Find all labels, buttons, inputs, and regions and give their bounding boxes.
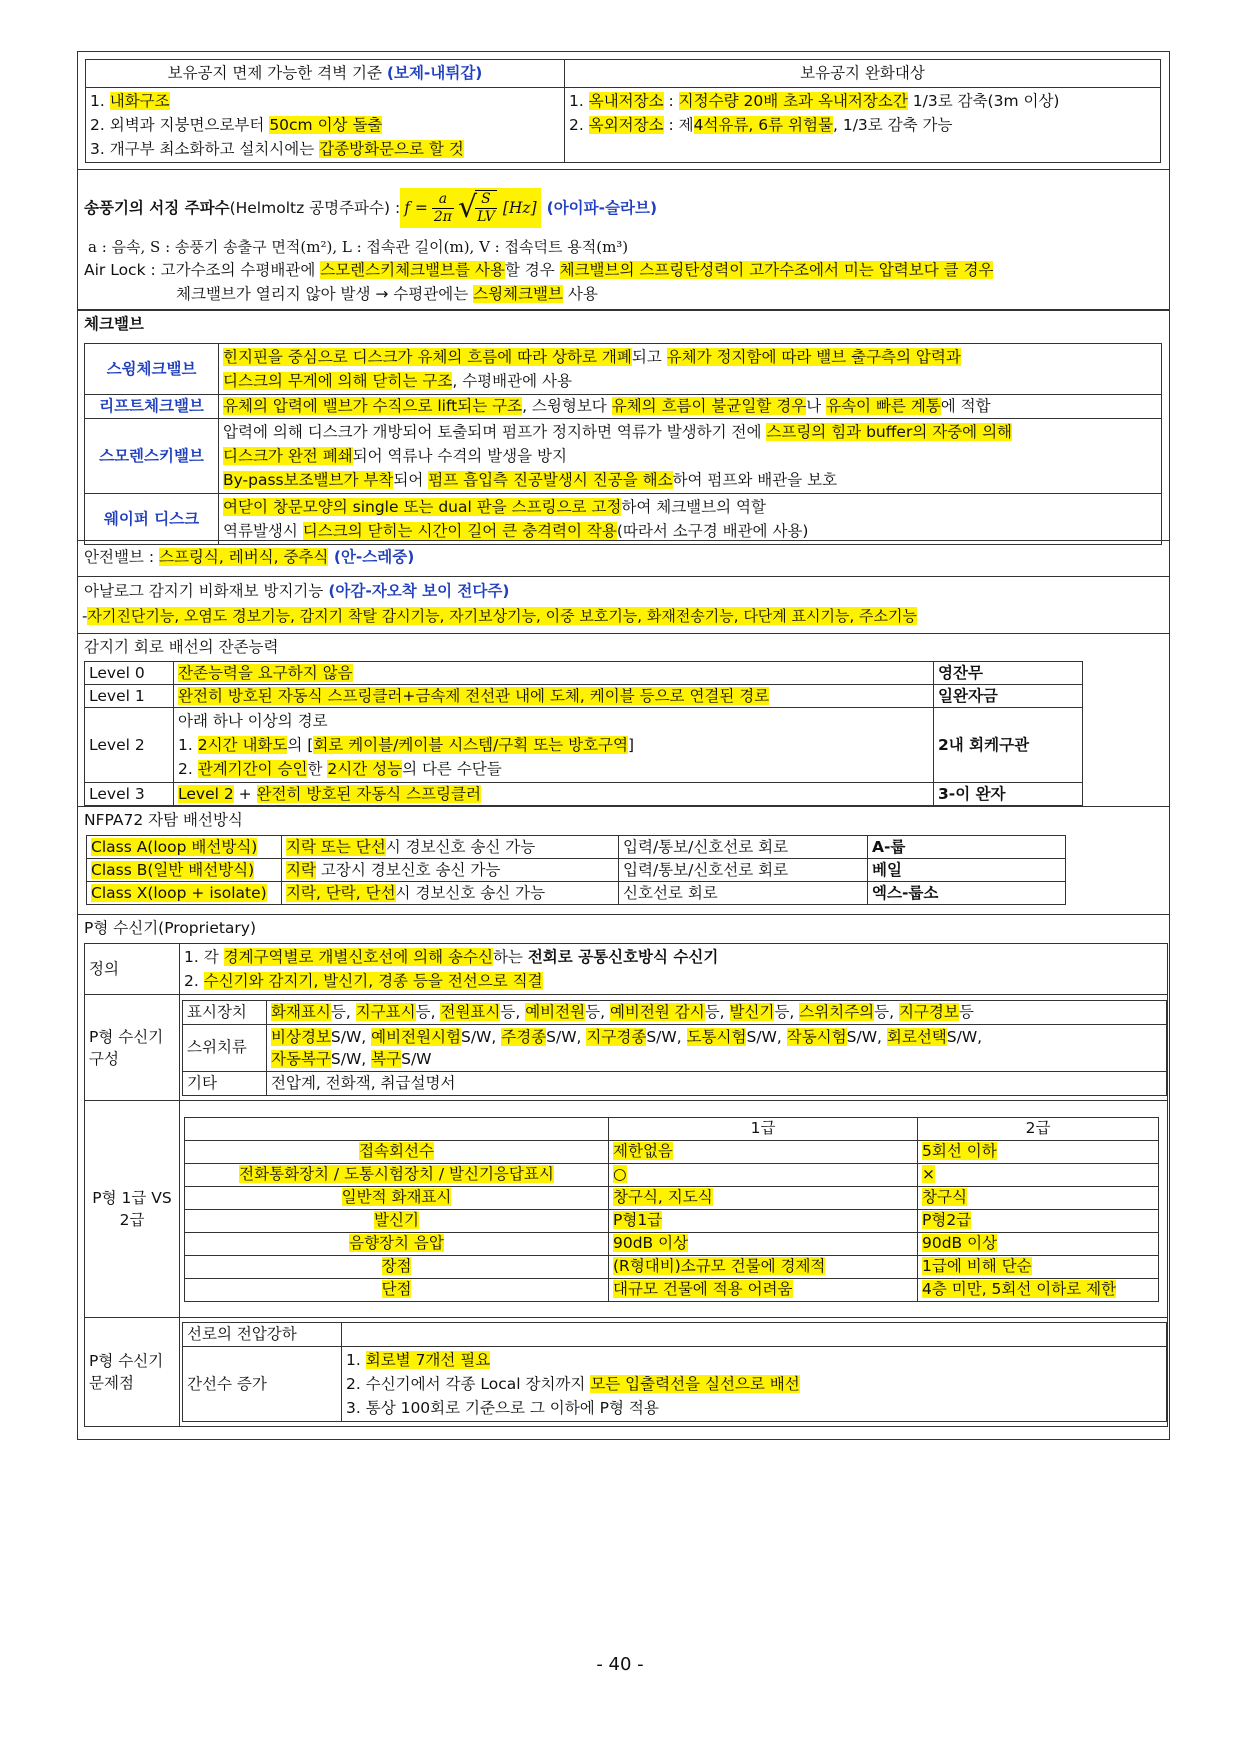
survive-title: 감지기 회로 배선의 잔존능력 (84, 638, 279, 656)
wall-item-2: 2. 외벽과 지붕면으로부터 50cm 이상 돌출 (90, 116, 383, 134)
item-label: 장점 (381, 1257, 412, 1276)
survive-table: Level 0 잔존능력을 요구하지 않음 영잔무 Level 1 완전히 방호된 자동식 스프링클러+금속제 전선관 내에 도체, 케이블 등으로 연결된 경로 일완자금 Level 2 아래 하나 이상의 경로 1. 2시간 내화도의 [회로 케이블/케이블 시스템/구획 또는 방호구역] 2. 관계기간이 승인한 2시간 성능의 다른 수단들 2내 회케구관 Level 3 Level 2 + 완전히 방호된 자동식 스프링클러 3-이 완자 (84, 661, 1083, 806)
item-label: 회로선택 (886, 1027, 947, 1046)
item-label: 자동복구 (271, 1049, 331, 1068)
item-label: 도통시험 (686, 1027, 747, 1046)
analog-section (78, 577, 1169, 634)
item-label: 예비전원 감시 (609, 1002, 705, 1021)
safety-section (78, 541, 1169, 577)
nfpa-row: Class B(일반 배선방식) 지락 고장시 경보신호 송신 가능 입력/통보/신호선로 회로 베일 (87, 859, 1066, 882)
nfpa-title: NFPA72 자탐 배선방식 (84, 811, 243, 829)
wall-header-left: 보유공지 면제 가능한 격벽 기준 (167, 64, 387, 83)
analog-line-1: 아날로그 감지기 비화재보 방지기능 (아감-자오착 보이 전다주) (84, 582, 510, 600)
wall-section (78, 52, 1169, 170)
fan-variables: a : 음속, S : 송풍기 송출구 면적(m²), L : 접속관 길이(m), V : 접속덕트 용적(m³) (88, 238, 629, 256)
nfpa-table (86, 835, 1066, 905)
item-label: 1급에 비해 단순 (922, 1257, 1032, 1276)
item-label: 지구표시 (355, 1002, 416, 1021)
switch-items: 비상경보S/W, 예비전원시험S/W, 주경종S/W, 지구경종S/W, 도통시험S/W, 작동시험S/W, 회로선택S/W, 자동복구S/W, 복구S/W (267, 1024, 1167, 1071)
display-items: 화재표시등, 지구표시등, 전원표시등, 예비전원등, 예비전원 감시등, 발신기등, 스위치주의등, 지구경보등 (267, 1000, 1167, 1024)
item-label: 90dB 이상 (922, 1234, 998, 1253)
check-row: 스윙체크밸브 힌지핀을 중심으로 디스크가 유체의 흐름에 따라 상하로 개폐되고 유체가 정지함에 따라 밸브 출구측의 압력과 디스크의 무게에 의해 닫히는 구조, 수평배관에 사용 (85, 344, 1162, 395)
item-label: 주경종 (501, 1027, 547, 1046)
fan-paren: (Helmoltz 공명주파수) : (229, 198, 401, 217)
fan-mnemonic: (아이파-슬라브) (546, 198, 658, 217)
fan-formula: f = $\frac{a}{2\pi}$ √ S LV [Hz] (400, 188, 540, 228)
airlock-line-1: Air Lock : 고가수조의 수평배관에 스모렌스키체크밸브를 사용할 경우 체크밸브의 스프링탄성력이 고가수조에서 미는 압력보다 클 경우 (84, 261, 994, 279)
compare-row (185, 1209, 1159, 1232)
item-label: 비상경보 (271, 1027, 331, 1046)
problem-table: 선로의 전압강하 간선수 증가 1. 회로별 7개선 필요 2. 수신기에서 각종 Local 장치까지 모든 입출력선을 실선으로 배선 3. 통상 100회로 기준으로 그 이하에 P형 적용 (182, 1322, 1167, 1422)
wall-mnemonic: (보제-내튀갑) (386, 64, 483, 83)
check-row: 리프트체크밸브 유체의 압력에 밸브가 수직으로 lift되는 구조, 스윙형보다 유체의 흐름이 불균일할 경우나 유속이 빠른 계통에 적합 (85, 395, 1162, 419)
item-label: 일반적 화재표시 (341, 1188, 452, 1207)
item-label: 제한없음 (613, 1142, 673, 1161)
item-label: 전원표시 (440, 1002, 501, 1021)
compare-row (185, 1278, 1159, 1301)
fan-label: 송풍기의 서징 주파수 (84, 198, 230, 217)
def-label: 정의 (85, 944, 180, 995)
item-label: × (922, 1165, 935, 1184)
item-label: 복구 (371, 1049, 402, 1068)
compare-row (185, 1186, 1159, 1209)
item-label: 접속회선수 (359, 1142, 434, 1161)
item-label: P형2급 (922, 1211, 972, 1230)
airlock-section (78, 257, 1169, 310)
item-label: 지구경보 (898, 1002, 959, 1021)
item-label: 발신기 (374, 1211, 419, 1230)
item-label: 예비전원시험 (371, 1027, 461, 1046)
compare-header-cell: 1급 (609, 1117, 918, 1140)
item-label: 작동시험 (786, 1027, 847, 1046)
item-label: P형1급 (613, 1211, 663, 1230)
survive-section (78, 634, 1169, 807)
item-label: ○ (613, 1165, 627, 1184)
item-label: 지구경종 (586, 1027, 647, 1046)
item-label: 5회선 이하 (922, 1142, 997, 1161)
item-label: 창구식 (922, 1188, 967, 1207)
compare-row (185, 1140, 1159, 1163)
preceiver-title: P형 수신기(Proprietary) (84, 919, 257, 937)
analog-line-2: -자기진단기능, 오염도 경보기능, 감지기 착탈 감시기능, 자기보상기능, 이중 보호기능, 화재전송기능, 다단계 표시기능, 주소기능 (82, 607, 918, 625)
relief-item-2: 2. 옥외저장소 : 제4석유류, 6류 위험물, 1/3로 감축 가능 (569, 116, 953, 134)
nfpa-row: Class A(loop 배선방식) 지락 또는 단선시 경보신호 송신 가능 입력/통보/신호선로 회로 A-룹 (87, 836, 1066, 859)
wall-table (85, 59, 1161, 163)
page-number: - 40 - (596, 1654, 644, 1675)
safety-line: 안전밸브 : 스프링식, 레버식, 중추식 (안-스레중) (84, 548, 415, 566)
check-title: 체크밸브 (84, 315, 144, 333)
item-label: 스위치주의 (799, 1002, 875, 1021)
item-label: 단점 (381, 1280, 412, 1299)
nfpa-section (78, 807, 1169, 915)
item-label: 90dB 이상 (613, 1234, 689, 1253)
item-label: 창구식, 지도식 (613, 1188, 713, 1207)
check-row: 스모렌스키밸브 압력에 의해 디스크가 개방되어 토출되며 펌프가 정지하면 역류가 발생하기 전에 스프링의 힘과 buffer의 자중에 의해 디스크가 완전 폐쇄되어 역류나 수격의 발생을 방지 By-pass보조밸브가 부착되어 펌프 흡입측 진공발생시 진공을 해소하여 펌프와 배관을 보호 (85, 419, 1162, 494)
composition-table: 표시장치 화재표시등, 지구표시등, 전원표시등, 예비전원등, 예비전원 감시등, 발신기등, 스위치주의등, 지구경보등 스위치류 비상경보S/W, 예비전원시험S/W, 주경종S/W, 지구경종S/W, 도통시험S/W, 작동시험S/W, 회로선택S/W, 자동복구S/W, 복구S/W 기타 전압계, 전화잭, 취급설명서 (182, 1000, 1167, 1096)
check-table (84, 343, 1162, 545)
page-frame (77, 51, 1170, 1440)
check-row: 웨이퍼 디스크 여닫이 창문모양의 single 또는 dual 판을 스프링으로 고정하여 체크밸브의 역할 역류발생시 디스크의 닫히는 시간이 길어 큰 충격력이 작용(따라서 소구경 배관에 사용) (85, 494, 1162, 545)
preceiver-table: 정의 1. 각 경계구역별로 개별신호선에 의해 송수신하는 전회로 공통신호방식 수신기 2. 수신기와 감지기, 발신기, 경종 등을 전선으로 직결 P형 수신기 구성 표시장치 화재표시등, 지구표시등, 전원표시등, 예비전원등, 예비전원 감시등, 발신기등, 스위치주의등, 지구경보등 스위치류 비상경보S/W, 예비전원시험S/W, 주경종S/W, 지구경종S/W, 도통시험S/W, 작동시험S/W, 회로선택S/W, 자동복구S/W, 복구S/W 기타 전압계, 전화잭, 취급설명서 P형 1급 VS 2급 1급 2급 접속회선수 제한없음 5회선 이하 전화통화장치 / 도통시험장치 / 발신기응답표시 ○ × 일반적 화재표시 창구식, 지도식 창구식 발신기 P형1급 P형2급 음향장치 음압 90dB 이상 90dB 이상 장점 (R형대비)소규모 건물에 경제적 1급에 비해 단순 단점 대규모 건물에 적용 어려움 4층 미만, 5회선 이하로 제한 P형 수신기 문제점 선로의 전압강하 간선수 증가 1. 회로별 7개선 필요 2. 수신기에서 각종 Local 장치까지 모든 입출력선을 실선으로 배선 3. 통상 100회로 기준으로 그 이하에 P형 적용 (84, 943, 1168, 1427)
compare-row (185, 1163, 1159, 1186)
preceiver-section (78, 915, 1169, 1440)
item-label: 발신기 (729, 1002, 775, 1021)
compare-row (185, 1255, 1159, 1278)
item-label: 4층 미만, 5회선 이하로 제한 (922, 1280, 1117, 1299)
item-label: 예비전원 (525, 1002, 586, 1021)
item-label: 화재표시 (271, 1002, 331, 1021)
wall-header-right: 보유공지 완화대상 (565, 60, 1161, 88)
compare-row (185, 1232, 1159, 1255)
wall-item-3: 3. 개구부 최소화하고 설치시에는 갑종방화문으로 할 것 (90, 140, 464, 158)
airlock-line-2: 체크밸브가 열리지 않아 발생 → 수평관에는 스윙체크밸브 사용 (176, 285, 598, 303)
compare-header-cell (185, 1117, 609, 1140)
relief-item-1: 1. 옥내저장소 : 지정수량 20배 초과 옥내저장소간 1/3로 감축(3m 이상) (569, 92, 1060, 110)
nfpa-row: Class X(loop + isolate) 지락, 단락, 단선시 경보신호 송신 가능 신호선로 회로 엑스-룹소 (87, 882, 1066, 905)
item-label: (R형대비)소규모 건물에 경제적 (613, 1257, 826, 1276)
compare-header-cell: 2급 (918, 1117, 1159, 1140)
item-label: 음향장치 음압 (349, 1234, 444, 1253)
wall-item-1: 1. 내화구조 (90, 92, 170, 110)
item-label: 전화통화장치 / 도통시험장치 / 발신기응답표시 (239, 1165, 554, 1184)
item-label: 대규모 건물에 적용 어려움 (613, 1280, 793, 1299)
compare-table (184, 1117, 1159, 1302)
check-section (78, 310, 1169, 541)
